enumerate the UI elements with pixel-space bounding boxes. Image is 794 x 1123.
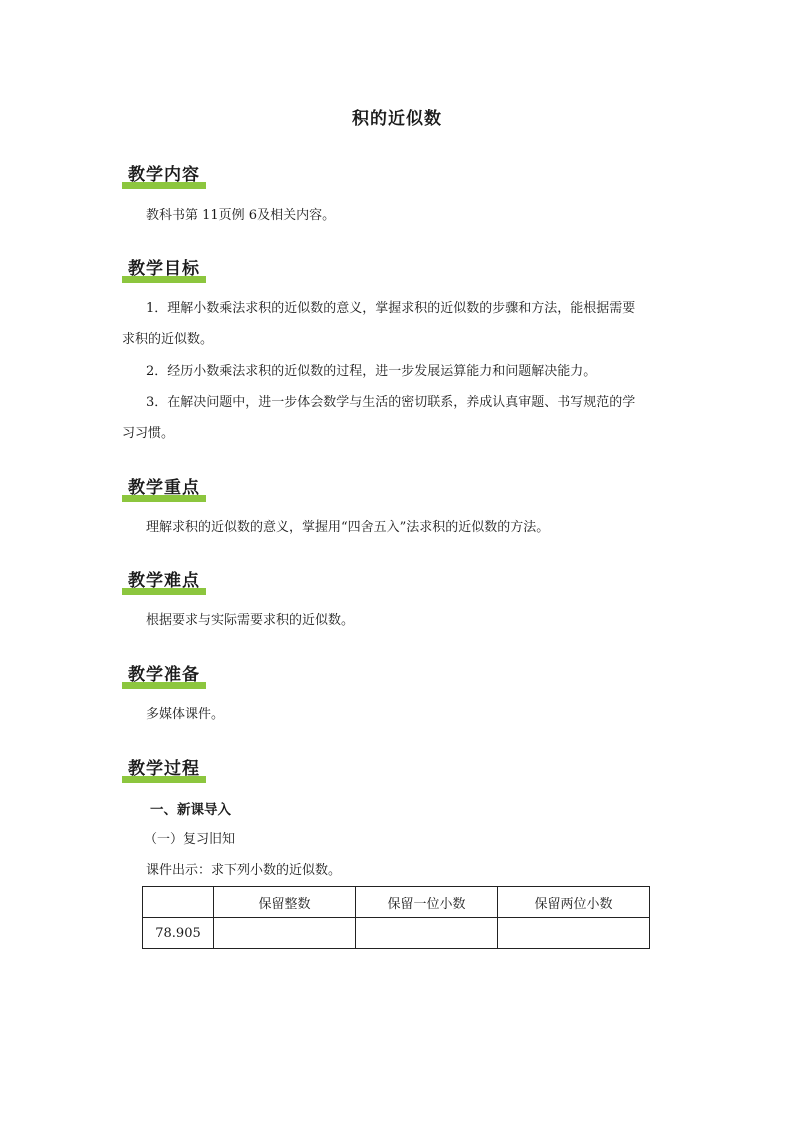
content-text: 教科书第 11页例 6及相关内容。 — [146, 208, 336, 223]
table-cell — [498, 918, 650, 949]
approximation-table — [142, 886, 650, 949]
table-header-cell: 保留一位小数 — [356, 887, 498, 918]
table-cell — [356, 918, 498, 949]
section-heading-focus: 教学重点 — [122, 473, 206, 500]
section-heading-process: 教学过程 — [122, 754, 206, 781]
process-prompt: 课件出示：求下列小数的近似数。 — [146, 863, 342, 878]
section-heading-prep: 教学准备 — [122, 660, 206, 687]
table-header-cell: 保留两位小数 — [498, 887, 650, 918]
table-cell: 78.905 — [143, 918, 214, 949]
prep-text: 多媒体课件。 — [146, 707, 225, 722]
goal-item-2: 2．经历小数乘法求积的近似数的过程，进一步发展运算能力和问题解决能力。 — [146, 364, 597, 379]
process-part-1-heading: 一、新课导入 — [150, 802, 231, 818]
process-part-1-subheading: （一）复习旧知 — [144, 832, 236, 847]
section-heading-difficulty: 教学难点 — [122, 566, 206, 593]
section-heading-goals: 教学目标 — [122, 254, 206, 281]
focus-text: 理解求积的近似数的意义，掌握用“四舍五入”法求积的近似数的方法。 — [146, 520, 550, 535]
table-header-cell: 保留整数 — [214, 887, 356, 918]
section-heading-content: 教学内容 — [122, 160, 206, 187]
goal-item-3-line-1: 3．在解决问题中，进一步体会数学与生活的密切联系，养成认真审题、书写规范的学 — [146, 395, 636, 410]
goal-item-1-line-2: 求积的近似数。 — [122, 332, 214, 347]
page-title: 积的近似数 — [352, 109, 442, 129]
table-row — [143, 918, 650, 949]
goal-item-3-line-2: 习习惯。 — [122, 426, 175, 441]
difficulty-text: 根据要求与实际需要求积的近似数。 — [146, 613, 355, 628]
table-cell — [214, 918, 356, 949]
table-header-cell — [143, 887, 214, 918]
table-header-row — [143, 887, 650, 918]
goal-item-1-line-1: 1．理解小数乘法求积的近似数的意义，掌握求积的近似数的步骤和方法，能根据需要 — [146, 301, 636, 316]
